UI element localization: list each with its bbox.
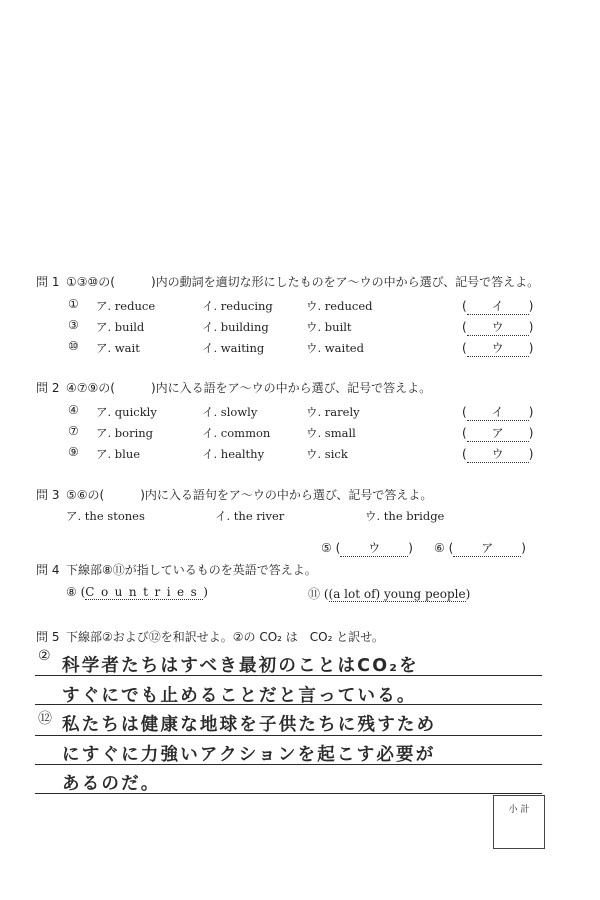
q3-option: イ. the river <box>215 509 285 523</box>
q2-row-num: ⑦ <box>68 424 79 438</box>
q4-answer-box[interactable]: ⑧ (Countries) <box>66 585 208 599</box>
q5-translation-line: 科学者たちはすべき最初のことはCO₂を <box>62 656 419 676</box>
q3-answer-box[interactable]: ⑥ ( ア ) <box>434 541 526 555</box>
answer-rule <box>35 675 542 676</box>
q1-answer-box[interactable]: ( ウ ) <box>462 320 534 334</box>
q2-row-option-a: ア. blue <box>96 447 141 461</box>
q5-translation-line: にすぐに力強いアクションを起こす必要が <box>62 745 436 765</box>
q2-answer-value: イ <box>467 403 529 421</box>
q2-row-num: ⑨ <box>68 445 79 459</box>
q2-row-num: ④ <box>68 403 79 417</box>
q5-instruction: 下線部②および⑫を和訳せよ。②の CO₂ は CO₂ と訳せ。 <box>66 630 384 644</box>
q3-answer-box[interactable]: ⑤ ( ウ ) <box>321 541 413 555</box>
q4-label: 問 4 <box>36 563 60 577</box>
q1-row-option-b: イ. building <box>202 320 269 334</box>
q5-item-num: ⑫ <box>38 711 52 727</box>
subtotal-box[interactable] <box>493 795 545 849</box>
q4-answer-value: Countries <box>85 585 204 599</box>
q2-row-option-b: イ. slowly <box>202 405 258 419</box>
q3-answer-value: ア <box>453 539 521 557</box>
q3-option: ア. the stones <box>66 509 145 523</box>
q4-instruction: 下線部⑧⑪が指しているものを英語で答えよ。 <box>66 563 317 577</box>
q4-answer-num: ⑪ <box>308 587 321 601</box>
q2-row-option-b: イ. common <box>202 426 271 440</box>
q3-option: ウ. the bridge <box>365 509 445 523</box>
q1-row-num: ⑩ <box>68 339 79 353</box>
answer-rule <box>35 735 542 736</box>
q2-row-option-c: ウ. sick <box>306 447 348 461</box>
q2-row-option-c: ウ. rarely <box>306 405 360 419</box>
q1-row-num: ③ <box>68 318 79 332</box>
answer-rule <box>35 704 542 705</box>
q1-row-option-b: イ. reducing <box>202 299 273 313</box>
q1-instruction: ①③⑩の( )内の動詞を適切な形にしたものをア～ウの中から選び、記号で答えよ。 <box>66 275 540 289</box>
q2-answer-box[interactable]: ( ア ) <box>462 426 534 440</box>
q3-instruction: ⑤⑥の( )内に入る語句をア～ウの中から選び、記号で答えよ。 <box>66 488 433 502</box>
q3-answer-num: ⑥ <box>434 541 445 555</box>
q2-answer-box[interactable]: ( ウ ) <box>462 447 534 461</box>
q3-answer-value: ウ <box>340 539 408 557</box>
q2-row-option-c: ウ. small <box>306 426 356 440</box>
q5-label: 問 5 <box>36 630 60 644</box>
q2-answer-value: ア <box>467 424 529 442</box>
q2-label: 問 2 <box>36 381 60 395</box>
q1-answer-value: ウ <box>467 339 529 357</box>
q4-answer-value: (a lot of) young people <box>328 587 466 601</box>
q5-translation-line: あるのだ。 <box>62 774 161 794</box>
q2-row-option-a: ア. boring <box>96 426 154 440</box>
q1-answer-value: ウ <box>467 318 529 336</box>
q2-answer-box[interactable]: ( イ ) <box>462 405 534 419</box>
q1-answer-box[interactable]: ( イ ) <box>462 299 534 313</box>
q5-item-num: ② <box>38 648 51 664</box>
q3-label: 問 3 <box>36 488 60 502</box>
q5-translation-line: すぐにでも止めることだと言っている。 <box>62 686 417 706</box>
q4-answer-box[interactable]: ⑪ ((a lot of) young people) <box>308 587 471 601</box>
q1-row-option-c: ウ. built <box>306 320 352 334</box>
q2-answer-value: ウ <box>467 445 529 463</box>
q5-translation-line: 私たちは健康な地球を子供たちに残すため <box>62 715 437 735</box>
q1-row-option-a: ア. wait <box>96 341 140 355</box>
answer-rule <box>35 764 542 765</box>
q1-row-option-a: ア. reduce <box>96 299 156 313</box>
q3-answer-num: ⑤ <box>321 541 332 555</box>
q1-answer-box[interactable]: ( ウ ) <box>462 341 534 355</box>
q2-row-option-a: ア. quickly <box>96 405 157 419</box>
q4-answer-num: ⑧ <box>66 585 77 599</box>
answer-rule <box>35 793 542 794</box>
subtotal-label: 小 計 <box>508 805 530 815</box>
q1-row-option-a: ア. build <box>96 320 145 334</box>
q1-answer-value: イ <box>467 297 529 315</box>
q2-instruction: ④⑦⑨の( )内に入る語をア～ウの中から選び、記号で答えよ。 <box>66 381 432 395</box>
q1-label: 問 1 <box>36 275 60 289</box>
q1-row-option-c: ウ. reduced <box>306 299 373 313</box>
q1-row-option-b: イ. waiting <box>202 341 265 355</box>
q1-row-option-c: ウ. waited <box>306 341 364 355</box>
q2-row-option-b: イ. healthy <box>202 447 265 461</box>
q1-row-num: ① <box>68 297 79 311</box>
